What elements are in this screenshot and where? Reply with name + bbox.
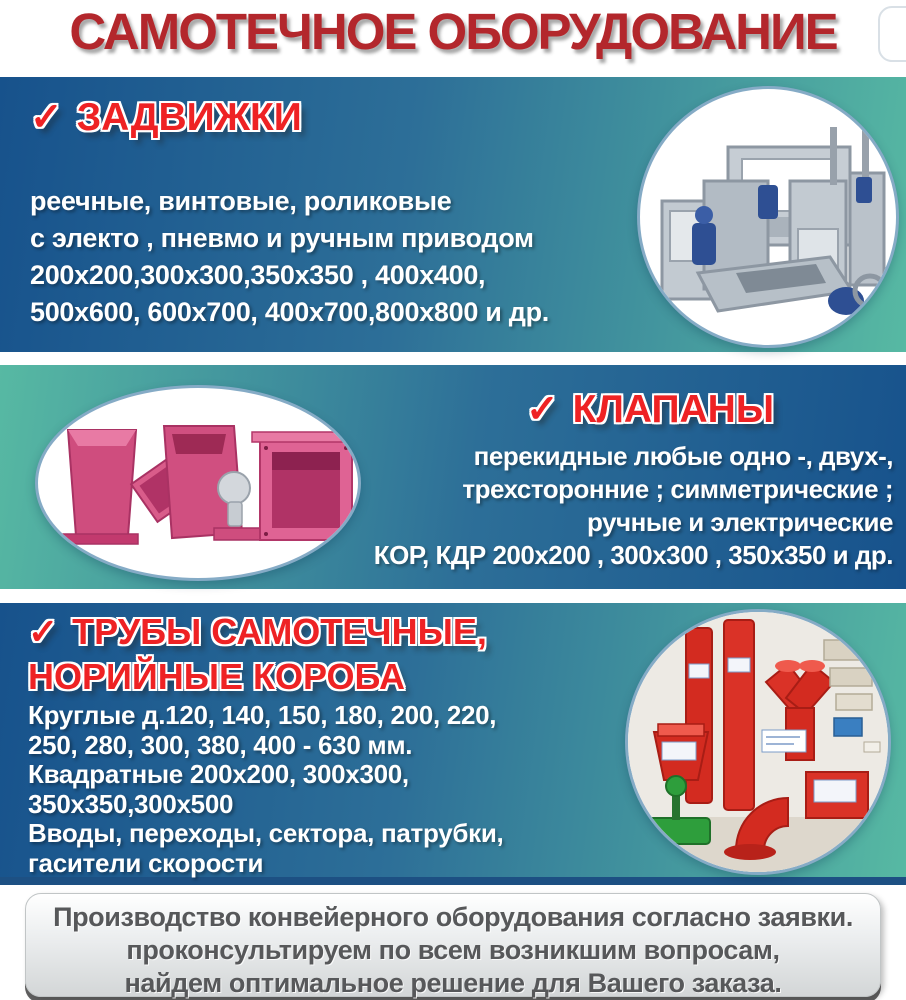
checkmark-icon: ✓ (525, 388, 559, 431)
gate-valves-photo (637, 86, 899, 348)
checkmark-icon: ✓ (28, 611, 59, 652)
section-heading-text: ЗАДВИЖКИ (76, 96, 302, 139)
body-line: 200х200,300х300,350х350 , 400х400, (30, 260, 486, 290)
body-line: Вводы, переходы, сектора, патрубки, (28, 818, 504, 848)
body-line: 350х350,300х500 (28, 788, 234, 819)
section-klapany-heading (400, 387, 900, 432)
body-line: реечные, винтовые, роликовые (30, 186, 452, 216)
bottom-divider-bar (0, 877, 906, 885)
page-title: САМОТЕЧНОЕ ОБОРУДОВАНИЕ (69, 3, 837, 60)
footer-line: Производство конвейерного оборудования согласно заявки. (53, 902, 853, 932)
section-truby-heading-line1 (28, 611, 487, 653)
section-zadvizhki-body (30, 183, 549, 331)
section-heading-text: КЛАПАНЫ (572, 388, 775, 431)
section-heading-text: ТРУБЫ САМОТЕЧНЫЕ, (72, 611, 487, 652)
pink-valves-illustration (38, 388, 358, 578)
pink-valves-photo (35, 385, 361, 581)
body-line: 250, 280, 300, 380, 400 - 630 мм. (28, 729, 413, 760)
checkmark-icon: ✓ (30, 96, 63, 139)
red-pipes-photo (625, 609, 891, 875)
section-truby-heading-line2 (28, 656, 405, 698)
body-line: КОР, КДР 200х200 , 300х300 , 350х350 и др. (373, 540, 893, 570)
header (0, 0, 906, 77)
body-line: трехсторонние ; симметрические ; (462, 474, 893, 504)
footer-line: найдем оптимальное решение для Вашего заказа. (124, 968, 782, 998)
section-heading-text: НОРИЙНЫЕ КОРОБА (28, 656, 406, 697)
section-truby-body (28, 701, 503, 878)
body-line: Квадратные 200х200, 300х300, (28, 759, 409, 789)
body-line: Круглые д.120, 140, 150, 180, 200, 220, (28, 700, 497, 730)
gate-valves-illustration (640, 89, 896, 345)
body-line: ручные и электрические (587, 507, 893, 537)
body-line: 500х600, 600х700, 400х700,800х800 и др. (30, 297, 549, 327)
footer-text (0, 901, 906, 1000)
red-pipes-illustration (628, 612, 888, 872)
body-line: с электо , пневмо и ручным приводом (30, 223, 534, 253)
section-zadvizhki-heading (30, 95, 302, 140)
body-line: перекидные любые одно -, двух-, (473, 441, 893, 471)
corner-bubble-decoration (878, 6, 906, 62)
body-line: гасители скорости (28, 847, 264, 878)
footer-line: проконсультируем по всем возникшим вопросам, (126, 935, 780, 965)
